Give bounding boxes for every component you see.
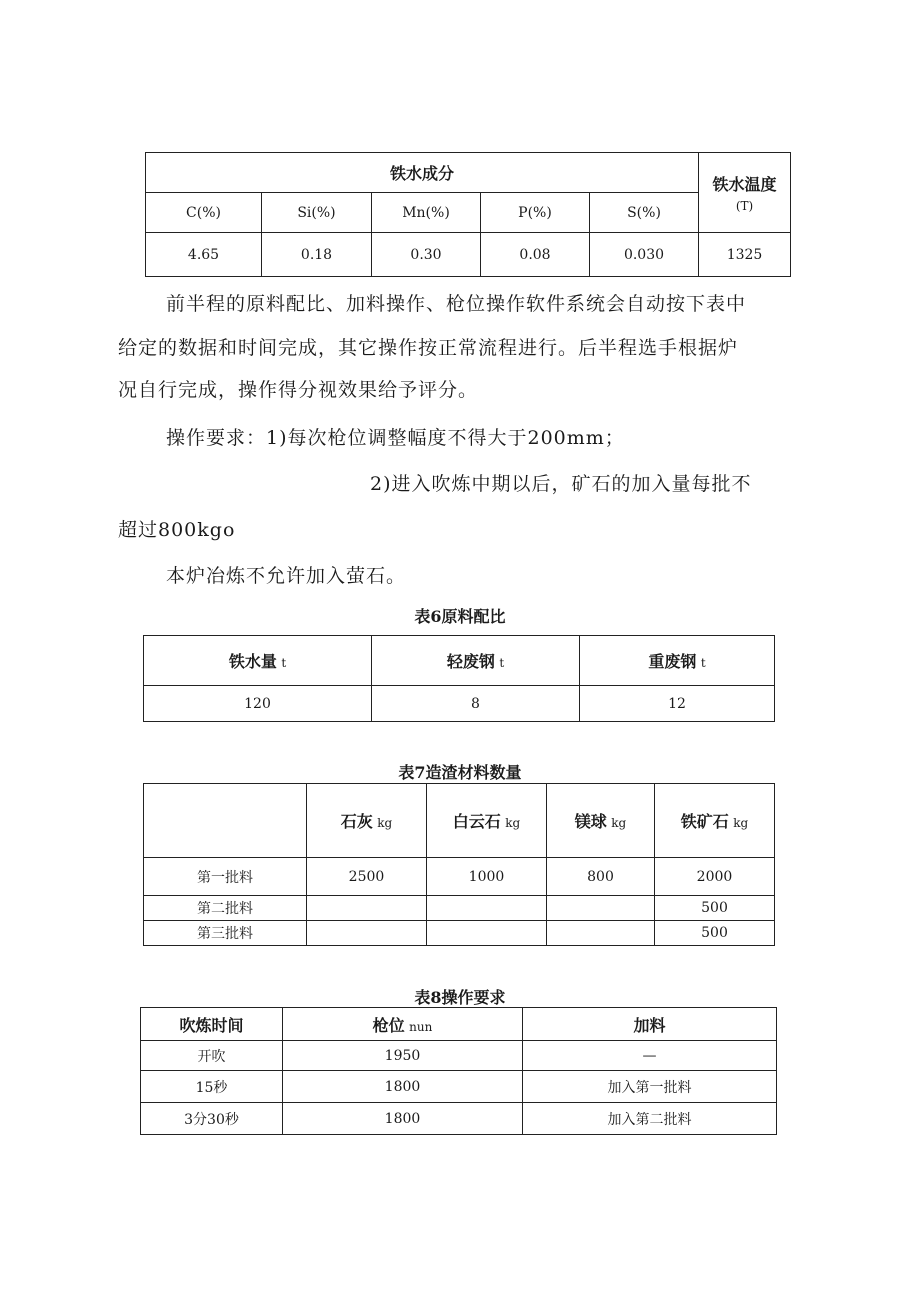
operation-requirements-table (140, 1007, 777, 1135)
paragraph-line: 况自行完成，操作得分视效果给予评分。 (118, 379, 479, 401)
batch-cell (307, 896, 427, 921)
batch-cell (427, 896, 547, 921)
lance-cell: 1950 (283, 1041, 523, 1071)
table8-caption: 表8操作要求 (414, 988, 506, 1007)
header-dolomite: 白云石 kg (427, 784, 547, 858)
header-blow-time: 吹炼时间 (141, 1008, 283, 1041)
batch-label: 第三批料 (144, 921, 307, 946)
header-light-scrap: 轻废钢 t (372, 636, 580, 686)
iron-temperature-label: 铁水温度 (712, 175, 777, 194)
col-carbon: C(%) (146, 193, 262, 233)
iron-temperature-unit: (T) (735, 199, 754, 213)
raw-material-ratio-table (143, 635, 775, 722)
batch-label: 第一批料 (144, 858, 307, 896)
batch-cell (547, 896, 655, 921)
feed-cell: — (523, 1041, 777, 1071)
paragraph-line: 前半程的原料配比、加料操作、枪位操作软件系统会自动按下表中 (166, 293, 747, 315)
header-hot-metal: 铁水量 t (144, 636, 372, 686)
batch-cell: 1000 (427, 858, 547, 896)
batch-label: 第二批料 (144, 896, 307, 921)
col-silicon: Si(%) (262, 193, 372, 233)
feed-cell: 加入第二批料 (523, 1103, 777, 1135)
paragraph-line: 给定的数据和时间完成，其它操作按正常流程进行。后半程选手根据炉 (118, 337, 739, 359)
batch-cell: 500 (655, 896, 775, 921)
table6-caption: 表6原料配比 (414, 607, 506, 626)
slag-material-table (143, 783, 775, 946)
header-lance-position: 枪位 nun (283, 1008, 523, 1041)
lance-cell: 1800 (283, 1071, 523, 1103)
table-row (144, 921, 775, 946)
batch-cell: 500 (655, 921, 775, 946)
blow-time-cell: 3分30秒 (141, 1103, 283, 1135)
corner-cell (144, 784, 307, 858)
table-row (144, 896, 775, 921)
batch-cell: 800 (547, 858, 655, 896)
requirement-2: 2)进入吹炼中期以后，矿石的加入量每批不 (370, 473, 752, 495)
batch-cell: 2500 (307, 858, 427, 896)
header-iron-ore: 铁矿石 kg (655, 784, 775, 858)
blow-time-cell: 开吹 (141, 1041, 283, 1071)
batch-cell: 2000 (655, 858, 775, 896)
requirement-1: 操作要求：1)每次枪位调整幅度不得大于200mm； (166, 427, 625, 449)
table-row (144, 858, 775, 896)
header-feeding: 加料 (523, 1008, 777, 1041)
batch-cell (307, 921, 427, 946)
value-light-scrap: 8 (372, 686, 580, 722)
value-manganese: 0.30 (372, 233, 481, 277)
feed-cell: 加入第一批料 (523, 1071, 777, 1103)
lance-cell: 1800 (283, 1103, 523, 1135)
iron-composition-table (145, 152, 791, 277)
batch-cell (547, 921, 655, 946)
table-row (141, 1071, 777, 1103)
header-heavy-scrap: 重废钢 t (580, 636, 775, 686)
table-row (141, 1103, 777, 1135)
blow-time-cell: 15秒 (141, 1071, 283, 1103)
value-carbon: 4.65 (146, 233, 262, 277)
fluorite-note: 本炉冶炼不允许加入萤石。 (166, 565, 407, 587)
requirement-2-continued: 超过800kgo (118, 519, 236, 541)
value-phosphorus: 0.08 (481, 233, 590, 277)
iron-temperature-header (699, 153, 791, 233)
header-magnesium-ball: 镁球 kg (547, 784, 655, 858)
value-silicon: 0.18 (262, 233, 372, 277)
value-temperature: 1325 (699, 233, 791, 277)
table7-caption: 表7造渣材料数量 (398, 763, 522, 782)
value-heavy-scrap: 12 (580, 686, 775, 722)
iron-composition-header: 铁水成分 (146, 153, 699, 193)
col-manganese: Mn(%) (372, 193, 481, 233)
table-row (141, 1041, 777, 1071)
header-lime: 石灰 kg (307, 784, 427, 858)
col-sulfur: S(%) (590, 193, 699, 233)
value-sulfur: 0.030 (590, 233, 699, 277)
col-phosphorus: P(%) (481, 193, 590, 233)
value-hot-metal: 120 (144, 686, 372, 722)
batch-cell (427, 921, 547, 946)
